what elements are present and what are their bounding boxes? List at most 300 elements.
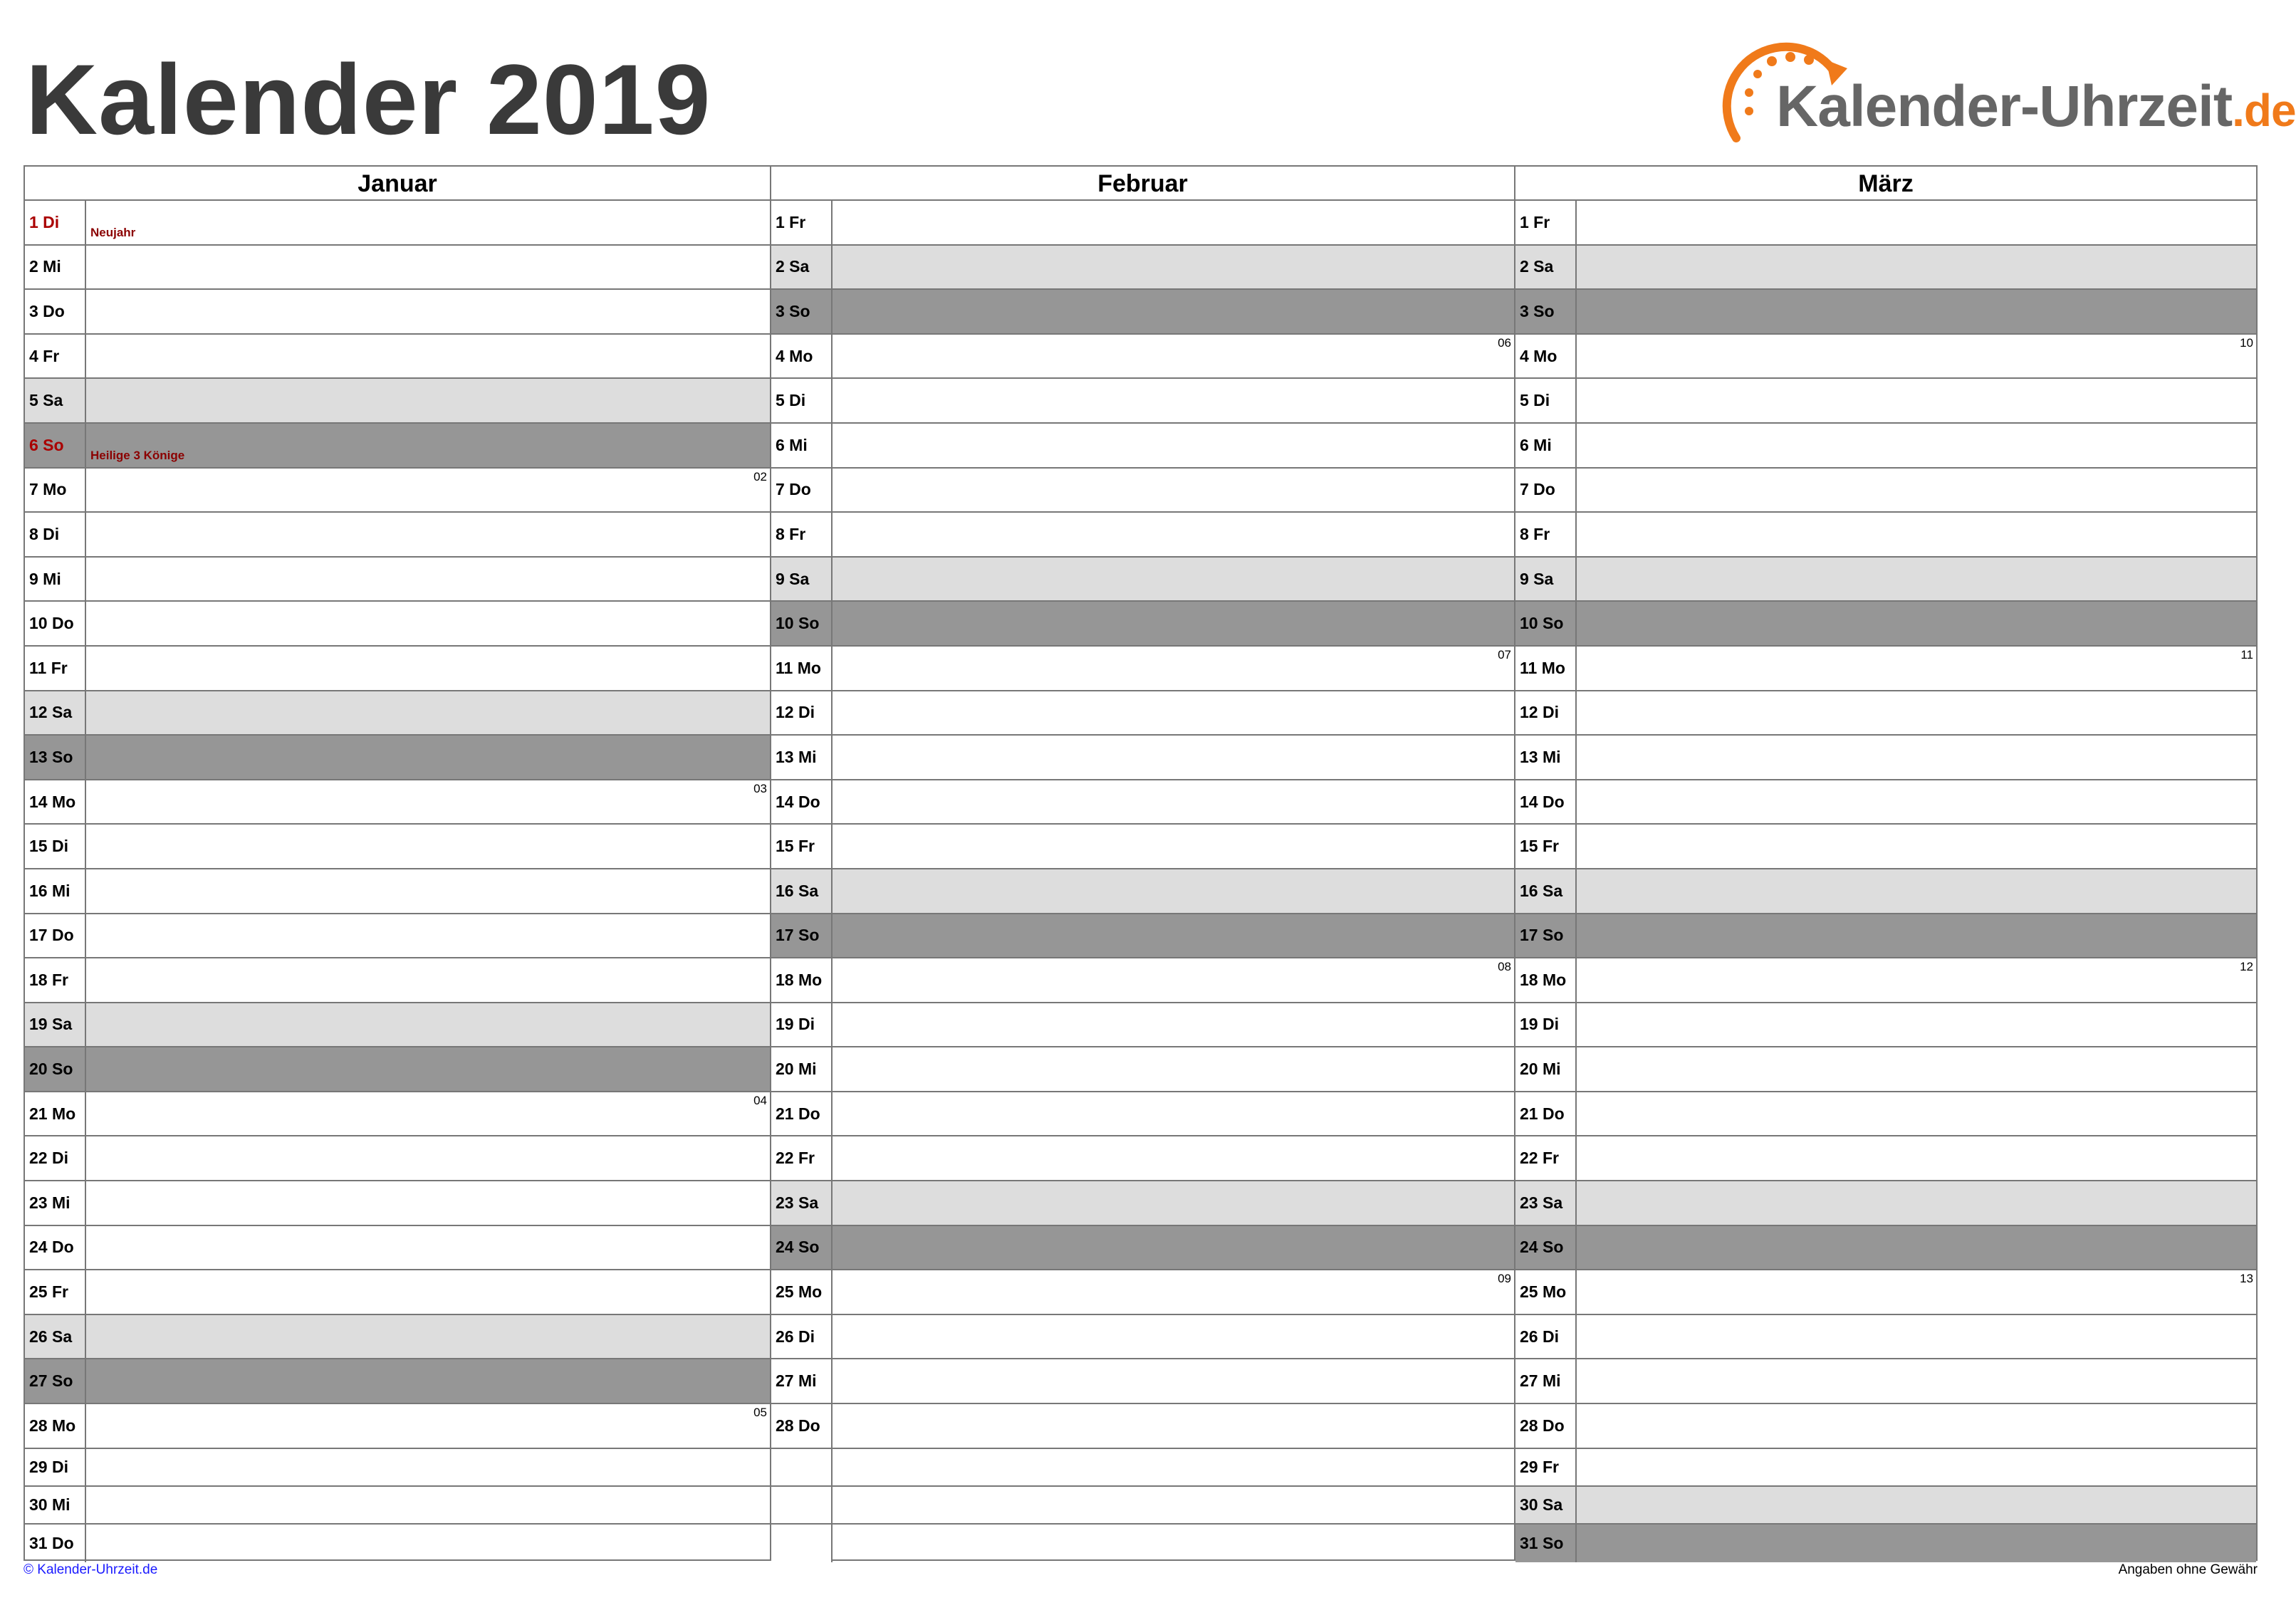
- day-row[interactable]: [25, 201, 770, 246]
- day-label: 26 Di: [771, 1315, 833, 1359]
- week-number: 03: [753, 781, 767, 795]
- day-row[interactable]: [25, 558, 770, 602]
- day-entry-cell[interactable]: [833, 869, 1514, 913]
- day-entry-cell[interactable]: [86, 958, 770, 1002]
- day-label: 16 Sa: [771, 869, 833, 913]
- day-entry-cell[interactable]: [86, 290, 770, 333]
- day-label: 2 Mi: [25, 246, 86, 289]
- day-row[interactable]: [771, 647, 1514, 691]
- day-row[interactable]: [1515, 424, 2256, 469]
- day-entry-cell[interactable]: [86, 1525, 770, 1562]
- day-entry-cell[interactable]: [1577, 1315, 2256, 1359]
- day-label: 7 Do: [771, 469, 833, 512]
- day-entry-cell[interactable]: [1577, 914, 2256, 958]
- day-entry-cell[interactable]: [833, 1525, 1514, 1562]
- day-row[interactable]: [25, 647, 770, 691]
- day-entry-cell[interactable]: [833, 914, 1514, 958]
- day-row[interactable]: [771, 558, 1514, 602]
- day-row[interactable]: [25, 1270, 770, 1315]
- day-label: 8 Fr: [1515, 513, 1577, 556]
- day-row[interactable]: [771, 1359, 1514, 1404]
- day-row[interactable]: [1515, 201, 2256, 246]
- day-label: 21 Mo: [25, 1092, 86, 1136]
- day-row[interactable]: [771, 1047, 1514, 1092]
- day-entry-cell[interactable]: [86, 469, 770, 512]
- day-entry-cell[interactable]: [833, 1449, 1514, 1485]
- day-entry-cell[interactable]: [86, 558, 770, 601]
- day-label: 3 So: [771, 290, 833, 333]
- day-entry-cell[interactable]: [833, 246, 1514, 289]
- day-label: 31 Do: [25, 1525, 86, 1562]
- day-entry-cell[interactable]: [86, 647, 770, 690]
- day-label: 27 Mi: [771, 1359, 833, 1403]
- day-row[interactable]: [771, 780, 1514, 825]
- day-entry-cell[interactable]: [833, 379, 1514, 422]
- day-entry-cell[interactable]: [833, 335, 1514, 378]
- day-entry-cell[interactable]: [1577, 1359, 2256, 1403]
- day-row[interactable]: [1515, 513, 2256, 558]
- day-label: 22 Fr: [1515, 1136, 1577, 1180]
- day-row[interactable]: [771, 1449, 1514, 1487]
- day-entry-cell[interactable]: [86, 1226, 770, 1270]
- day-row[interactable]: [1515, 1449, 2256, 1487]
- day-entry-cell[interactable]: [1577, 1136, 2256, 1180]
- day-entry-cell[interactable]: [86, 869, 770, 913]
- day-label: 17 So: [1515, 914, 1577, 958]
- day-row[interactable]: [1515, 1404, 2256, 1449]
- day-row[interactable]: [1515, 246, 2256, 291]
- day-label: 12 Di: [771, 691, 833, 735]
- day-row[interactable]: [771, 1404, 1514, 1449]
- month-column: [1514, 167, 2256, 1559]
- week-number: 06: [1498, 335, 1511, 350]
- day-label: 9 Mi: [25, 558, 86, 601]
- day-label: 2 Sa: [1515, 246, 1577, 289]
- month-column: [25, 167, 770, 1559]
- day-label: 6 So: [25, 424, 86, 467]
- day-label: 4 Mo: [1515, 335, 1577, 378]
- day-entry-cell[interactable]: [833, 1404, 1514, 1448]
- day-row[interactable]: [25, 424, 770, 469]
- day-row[interactable]: [25, 1315, 770, 1360]
- day-label: 23 Sa: [1515, 1181, 1577, 1225]
- day-row[interactable]: [1515, 691, 2256, 736]
- logo-name: Kalender-Uhrzeit: [1776, 74, 2233, 139]
- day-row[interactable]: [1515, 1003, 2256, 1048]
- day-row[interactable]: [1515, 1047, 2256, 1092]
- day-label: 30 Sa: [1515, 1487, 1577, 1523]
- day-entry-cell[interactable]: [833, 1003, 1514, 1047]
- day-row[interactable]: [25, 1226, 770, 1271]
- day-entry-cell[interactable]: [86, 513, 770, 556]
- day-label: 13 So: [25, 736, 86, 779]
- day-row[interactable]: [25, 825, 770, 869]
- day-label: 14 Do: [1515, 780, 1577, 824]
- day-label: 5 Di: [1515, 379, 1577, 422]
- month-header: März: [1515, 167, 2256, 201]
- day-entry-cell[interactable]: [86, 424, 770, 467]
- day-entry-cell[interactable]: [833, 958, 1514, 1002]
- day-label: 17 So: [771, 914, 833, 958]
- copyright-link[interactable]: © Kalender-Uhrzeit.de: [24, 1562, 158, 1577]
- day-label: 9 Sa: [1515, 558, 1577, 601]
- day-label: 19 Di: [771, 1003, 833, 1047]
- day-entry-cell[interactable]: [833, 1181, 1514, 1225]
- day-entry-cell[interactable]: [833, 201, 1514, 244]
- day-entry-cell[interactable]: [833, 469, 1514, 512]
- day-label: 5 Sa: [25, 379, 86, 422]
- day-row[interactable]: [1515, 602, 2256, 647]
- day-entry-cell[interactable]: [1577, 736, 2256, 779]
- day-label: 23 Mi: [25, 1181, 86, 1225]
- day-entry-cell[interactable]: [1577, 602, 2256, 645]
- day-label: 4 Mo: [771, 335, 833, 378]
- day-row[interactable]: [771, 335, 1514, 380]
- day-row[interactable]: [771, 602, 1514, 647]
- day-label: 24 So: [1515, 1226, 1577, 1270]
- day-label: 18 Mo: [1515, 958, 1577, 1002]
- day-row[interactable]: [25, 379, 770, 424]
- week-number: 02: [753, 469, 767, 483]
- disclaimer-text: Angaben ohne Gewähr: [2118, 1562, 2258, 1577]
- day-label: 16 Mi: [25, 869, 86, 913]
- day-row[interactable]: [771, 1487, 1514, 1525]
- day-label: 31 So: [1515, 1525, 1577, 1562]
- day-entry-cell[interactable]: [86, 335, 770, 378]
- day-label: 10 Do: [25, 602, 86, 645]
- day-entry-cell[interactable]: [1577, 469, 2256, 512]
- day-label: 20 Mi: [1515, 1047, 1577, 1091]
- day-entry-cell[interactable]: [1577, 1404, 2256, 1448]
- day-row[interactable]: [771, 246, 1514, 291]
- day-entry-cell[interactable]: [1577, 558, 2256, 601]
- day-entry-cell[interactable]: [1577, 1181, 2256, 1225]
- day-row[interactable]: [25, 958, 770, 1003]
- day-entry-cell[interactable]: [86, 914, 770, 958]
- day-row[interactable]: [771, 513, 1514, 558]
- day-label: 9 Sa: [771, 558, 833, 601]
- day-row[interactable]: [1515, 1226, 2256, 1271]
- holiday-note: Neujahr: [90, 225, 136, 239]
- day-row[interactable]: [25, 469, 770, 513]
- day-label: 17 Do: [25, 914, 86, 958]
- day-label: 15 Fr: [771, 825, 833, 868]
- day-label: [771, 1449, 833, 1485]
- day-label: 7 Mo: [25, 469, 86, 512]
- day-row[interactable]: [1515, 780, 2256, 825]
- day-row[interactable]: [1515, 1136, 2256, 1181]
- site-logo[interactable]: [1715, 31, 2296, 152]
- day-row[interactable]: [771, 201, 1514, 246]
- day-row[interactable]: [771, 825, 1514, 869]
- day-row[interactable]: [1515, 558, 2256, 602]
- day-entry-cell[interactable]: [86, 379, 770, 422]
- day-entry-cell[interactable]: [86, 780, 770, 824]
- day-entry-cell[interactable]: [1577, 335, 2256, 378]
- day-row[interactable]: [771, 1181, 1514, 1226]
- day-entry-cell[interactable]: [86, 1404, 770, 1448]
- day-row[interactable]: [1515, 379, 2256, 424]
- day-row[interactable]: [771, 469, 1514, 513]
- day-entry-cell[interactable]: [1577, 1487, 2256, 1523]
- day-label: [771, 1487, 833, 1523]
- day-entry-cell[interactable]: [86, 1270, 770, 1314]
- day-entry-cell[interactable]: [86, 1136, 770, 1180]
- day-row[interactable]: [1515, 1359, 2256, 1404]
- day-label: 1 Fr: [1515, 201, 1577, 244]
- day-row[interactable]: [1515, 825, 2256, 869]
- day-row[interactable]: [771, 736, 1514, 780]
- day-row[interactable]: [25, 1359, 770, 1404]
- day-entry-cell[interactable]: [1577, 691, 2256, 735]
- day-label: 19 Di: [1515, 1003, 1577, 1047]
- day-row[interactable]: [25, 335, 770, 380]
- day-row[interactable]: [1515, 1487, 2256, 1525]
- day-label: 11 Mo: [1515, 647, 1577, 690]
- day-entry-cell[interactable]: [833, 780, 1514, 824]
- day-row[interactable]: [771, 869, 1514, 914]
- day-entry-cell[interactable]: [86, 825, 770, 868]
- day-label: 1 Di: [25, 201, 86, 244]
- day-label: 3 Do: [25, 290, 86, 333]
- day-label: 18 Fr: [25, 958, 86, 1002]
- day-label: 24 Do: [25, 1226, 86, 1270]
- day-label: 25 Mo: [771, 1270, 833, 1314]
- day-entry-cell[interactable]: [1577, 246, 2256, 289]
- day-label: 12 Sa: [25, 691, 86, 735]
- day-label: 1 Fr: [771, 201, 833, 244]
- day-row[interactable]: [771, 914, 1514, 959]
- day-entry-cell[interactable]: [833, 1136, 1514, 1180]
- day-entry-cell[interactable]: [1577, 1092, 2256, 1136]
- day-row[interactable]: [1515, 1181, 2256, 1226]
- day-label: 23 Sa: [771, 1181, 833, 1225]
- day-entry-cell[interactable]: [1577, 290, 2256, 333]
- month-header: Januar: [25, 167, 770, 201]
- day-row[interactable]: [771, 1092, 1514, 1137]
- day-row[interactable]: [1515, 1525, 2256, 1562]
- day-row[interactable]: [771, 691, 1514, 736]
- day-row[interactable]: [1515, 290, 2256, 335]
- day-label: 6 Mi: [771, 424, 833, 467]
- day-label: 10 So: [771, 602, 833, 645]
- day-row[interactable]: [771, 1003, 1514, 1048]
- day-label: 7 Do: [1515, 469, 1577, 512]
- day-entry-cell[interactable]: [1577, 869, 2256, 913]
- day-entry-cell[interactable]: [86, 246, 770, 289]
- day-entry-cell[interactable]: [1577, 958, 2256, 1002]
- day-row[interactable]: [771, 1136, 1514, 1181]
- day-entry-cell[interactable]: [86, 736, 770, 779]
- day-row[interactable]: [771, 958, 1514, 1003]
- day-entry-cell[interactable]: [833, 1226, 1514, 1270]
- day-entry-cell[interactable]: [833, 691, 1514, 735]
- day-entry-cell[interactable]: [833, 1359, 1514, 1403]
- day-label: 16 Sa: [1515, 869, 1577, 913]
- day-entry-cell[interactable]: [86, 1359, 770, 1403]
- week-number: 13: [2240, 1272, 2253, 1286]
- page-title: Kalender 2019: [26, 43, 711, 155]
- day-entry-cell[interactable]: [86, 1003, 770, 1047]
- day-label: 14 Do: [771, 780, 833, 824]
- week-number: 10: [2240, 335, 2253, 350]
- holiday-note: Heilige 3 Könige: [90, 448, 185, 462]
- day-label: 11 Fr: [25, 647, 86, 690]
- day-entry-cell[interactable]: [1577, 780, 2256, 824]
- day-label: 8 Fr: [771, 513, 833, 556]
- day-label: 12 Di: [1515, 691, 1577, 735]
- day-row[interactable]: [1515, 1092, 2256, 1137]
- day-row[interactable]: [1515, 958, 2256, 1003]
- day-row[interactable]: [1515, 469, 2256, 513]
- day-row[interactable]: [25, 691, 770, 736]
- day-entry-cell[interactable]: [833, 647, 1514, 690]
- day-row[interactable]: [25, 1003, 770, 1048]
- day-row[interactable]: [25, 1449, 770, 1487]
- day-entry-cell[interactable]: [86, 1487, 770, 1523]
- day-entry-cell[interactable]: [86, 1047, 770, 1091]
- day-entry-cell[interactable]: [833, 825, 1514, 868]
- day-label: 19 Sa: [25, 1003, 86, 1047]
- day-entry-cell[interactable]: [86, 1092, 770, 1136]
- day-label: 20 So: [25, 1047, 86, 1091]
- day-row[interactable]: [25, 1487, 770, 1525]
- day-label: 29 Di: [25, 1449, 86, 1485]
- day-row[interactable]: [25, 869, 770, 914]
- day-row[interactable]: [25, 1047, 770, 1092]
- day-entry-cell[interactable]: [833, 736, 1514, 779]
- day-entry-cell[interactable]: [833, 290, 1514, 333]
- day-row[interactable]: [1515, 869, 2256, 914]
- day-label: 21 Do: [1515, 1092, 1577, 1136]
- day-entry-cell[interactable]: [1577, 1525, 2256, 1562]
- day-row[interactable]: [25, 1181, 770, 1226]
- day-row[interactable]: [25, 780, 770, 825]
- day-entry-cell[interactable]: [1577, 424, 2256, 467]
- day-row[interactable]: [25, 1092, 770, 1137]
- week-number: 11: [2240, 647, 2253, 662]
- day-label: 18 Mo: [771, 958, 833, 1002]
- day-entry-cell[interactable]: [1577, 379, 2256, 422]
- logo-text: [1776, 71, 2296, 146]
- day-entry-cell[interactable]: [833, 1487, 1514, 1523]
- logo-tld: .de: [2232, 85, 2296, 136]
- week-number: 04: [753, 1093, 767, 1107]
- day-entry-cell[interactable]: [1577, 1226, 2256, 1270]
- day-row[interactable]: [1515, 335, 2256, 380]
- day-label: 8 Di: [25, 513, 86, 556]
- day-row[interactable]: [25, 1525, 770, 1562]
- day-entry-cell[interactable]: [833, 602, 1514, 645]
- day-row[interactable]: [25, 246, 770, 291]
- day-label: 13 Mi: [1515, 736, 1577, 779]
- week-number: 07: [1498, 647, 1511, 662]
- day-row[interactable]: [771, 379, 1514, 424]
- day-label: 30 Mi: [25, 1487, 86, 1523]
- day-entry-cell[interactable]: [86, 1181, 770, 1225]
- day-label: 25 Fr: [25, 1270, 86, 1314]
- day-entry-cell[interactable]: [833, 1092, 1514, 1136]
- day-label: 25 Mo: [1515, 1270, 1577, 1314]
- day-label: 26 Sa: [25, 1315, 86, 1359]
- day-entry-cell[interactable]: [86, 1315, 770, 1359]
- day-entry-cell[interactable]: [1577, 825, 2256, 868]
- day-entry-cell[interactable]: [1577, 201, 2256, 244]
- day-row[interactable]: [25, 602, 770, 647]
- week-number: 12: [2240, 960, 2253, 974]
- day-label: 15 Di: [25, 825, 86, 868]
- day-row[interactable]: [771, 424, 1514, 469]
- day-row[interactable]: [1515, 736, 2256, 780]
- day-row[interactable]: [25, 1404, 770, 1449]
- day-label: 22 Di: [25, 1136, 86, 1180]
- day-entry-cell[interactable]: [833, 558, 1514, 601]
- day-entry-cell[interactable]: [86, 1449, 770, 1485]
- day-entry-cell[interactable]: [86, 691, 770, 735]
- day-entry-cell[interactable]: [86, 602, 770, 645]
- day-label: 4 Fr: [25, 335, 86, 378]
- day-entry-cell[interactable]: [1577, 1270, 2256, 1314]
- day-row[interactable]: [771, 290, 1514, 335]
- day-label: 22 Fr: [771, 1136, 833, 1180]
- month-column: [770, 167, 1514, 1559]
- day-row[interactable]: [25, 290, 770, 335]
- day-row[interactable]: [771, 1315, 1514, 1360]
- day-row[interactable]: [25, 513, 770, 558]
- day-label: 21 Do: [771, 1092, 833, 1136]
- day-entry-cell[interactable]: [1577, 647, 2256, 690]
- day-entry-cell[interactable]: [833, 1315, 1514, 1359]
- calendar-grid: [24, 165, 2258, 1561]
- day-label: 13 Mi: [771, 736, 833, 779]
- day-entry-cell[interactable]: [1577, 1003, 2256, 1047]
- day-label: 28 Do: [771, 1404, 833, 1448]
- day-row[interactable]: [25, 1136, 770, 1181]
- day-row[interactable]: [1515, 914, 2256, 959]
- day-row[interactable]: [771, 1270, 1514, 1315]
- day-label: [771, 1525, 833, 1562]
- day-entry-cell[interactable]: [1577, 1047, 2256, 1091]
- day-entry-cell[interactable]: [833, 424, 1514, 467]
- day-label: 3 So: [1515, 290, 1577, 333]
- day-label: 11 Mo: [771, 647, 833, 690]
- day-entry-cell[interactable]: [1577, 513, 2256, 556]
- day-entry-cell[interactable]: [1577, 1449, 2256, 1485]
- day-entry-cell[interactable]: [833, 1270, 1514, 1314]
- day-entry-cell[interactable]: [833, 513, 1514, 556]
- day-label: 20 Mi: [771, 1047, 833, 1091]
- day-label: 29 Fr: [1515, 1449, 1577, 1485]
- week-number: 09: [1498, 1272, 1511, 1286]
- day-row[interactable]: [771, 1525, 1514, 1562]
- day-label: 2 Sa: [771, 246, 833, 289]
- day-row[interactable]: [1515, 1315, 2256, 1360]
- day-row[interactable]: [25, 736, 770, 780]
- day-row[interactable]: [1515, 1270, 2256, 1315]
- day-label: 28 Mo: [25, 1404, 86, 1448]
- week-number: 08: [1498, 960, 1511, 974]
- day-row[interactable]: [25, 914, 770, 959]
- day-entry-cell[interactable]: [833, 1047, 1514, 1091]
- day-entry-cell[interactable]: [86, 201, 770, 244]
- day-row[interactable]: [771, 1226, 1514, 1271]
- day-label: 24 So: [771, 1226, 833, 1270]
- day-label: 5 Di: [771, 379, 833, 422]
- day-label: 26 Di: [1515, 1315, 1577, 1359]
- day-label: 27 So: [25, 1359, 86, 1403]
- day-label: 10 So: [1515, 602, 1577, 645]
- day-row[interactable]: [1515, 647, 2256, 691]
